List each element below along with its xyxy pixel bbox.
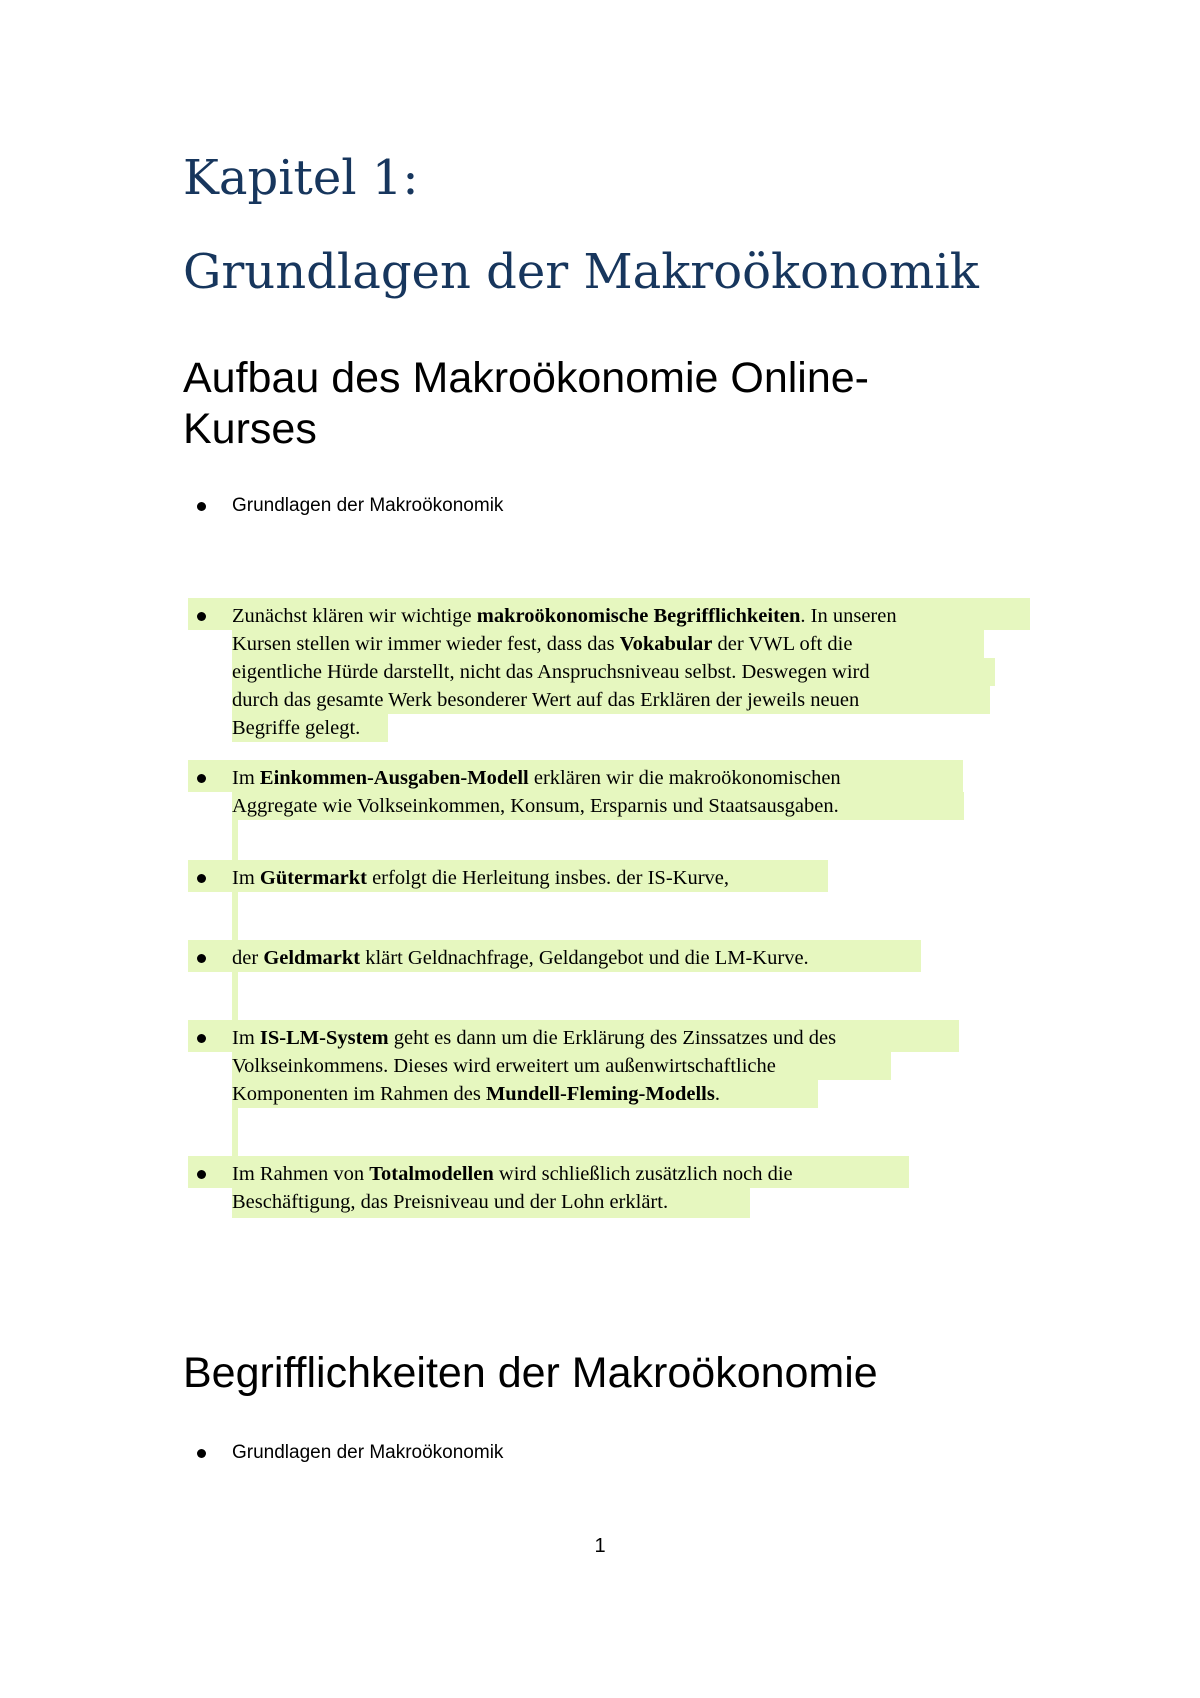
page-number: 1: [594, 1535, 606, 1557]
list-item-line: Im Gütermarkt erfolgt die Herleitung insbes. der IS-Kurve,: [232, 867, 730, 889]
list-item-line: Komponenten im Rahmen des Mundell-Fleming-Modells.: [232, 1083, 720, 1105]
list-item-line: durch das gesamte Werk besonderer Wert auf das Erklären der jeweils neuen: [232, 689, 860, 711]
bullet-icon: [197, 1170, 206, 1179]
bullet-icon: [197, 874, 206, 883]
list-item-line: Im Einkommen-Ausgaben-Modell erklären wir die makroökonomischen: [232, 767, 841, 789]
list-item-line: Beschäftigung, das Preisniveau und der Lohn erklärt.: [232, 1191, 669, 1213]
list-item-line: Kursen stellen wir immer wieder fest, dass das Vokabular der VWL oft die: [232, 633, 853, 655]
bullet-icon: [197, 502, 206, 511]
section-heading-begrifflichkeiten: Begrifflichkeiten der Makroökonomie: [183, 1349, 878, 1397]
section-heading-aufbau-line1: Aufbau des Makroökonomie Online-: [183, 354, 869, 402]
chapter-number: Kapitel 1:: [183, 150, 419, 206]
list-item-line: eigentliche Hürde darstellt, nicht das Anspruchsniveau selbst. Deswegen wird: [232, 661, 870, 683]
list-item-line: Volkseinkommens. Dieses wird erweitert um außenwirtschaftliche: [232, 1055, 776, 1077]
bullet-icon: [197, 1449, 206, 1458]
bullet-icon: [197, 612, 206, 621]
chapter-title: Grundlagen der Makroökonomik: [183, 244, 979, 300]
list-item-line: Im Rahmen von Totalmodellen wird schließlich zusätzlich noch die: [232, 1163, 793, 1185]
bullet-icon: [197, 774, 206, 783]
list-item-line: Zunächst klären wir wichtige makroökonomische Begrifflichkeiten. In unseren: [232, 605, 897, 627]
list-item-line: der Geldmarkt klärt Geldnachfrage, Geldangebot und die LM-Kurve.: [232, 947, 809, 969]
list-item-text: Grundlagen der Makroökonomik: [232, 495, 504, 516]
section-heading-aufbau-line2: Kurses: [183, 405, 317, 453]
list-item-line: Begriffe gelegt.: [232, 717, 361, 739]
list-item-text: Grundlagen der Makroökonomik: [232, 1442, 504, 1463]
list-item-line: Im IS-LM-System geht es dann um die Erklärung des Zinssatzes und des: [232, 1027, 837, 1049]
bullet-icon: [197, 1034, 206, 1043]
bullet-icon: [197, 954, 206, 963]
list-item-line: Aggregate wie Volkseinkommen, Konsum, Ersparnis und Staatsausgaben.: [232, 795, 839, 817]
